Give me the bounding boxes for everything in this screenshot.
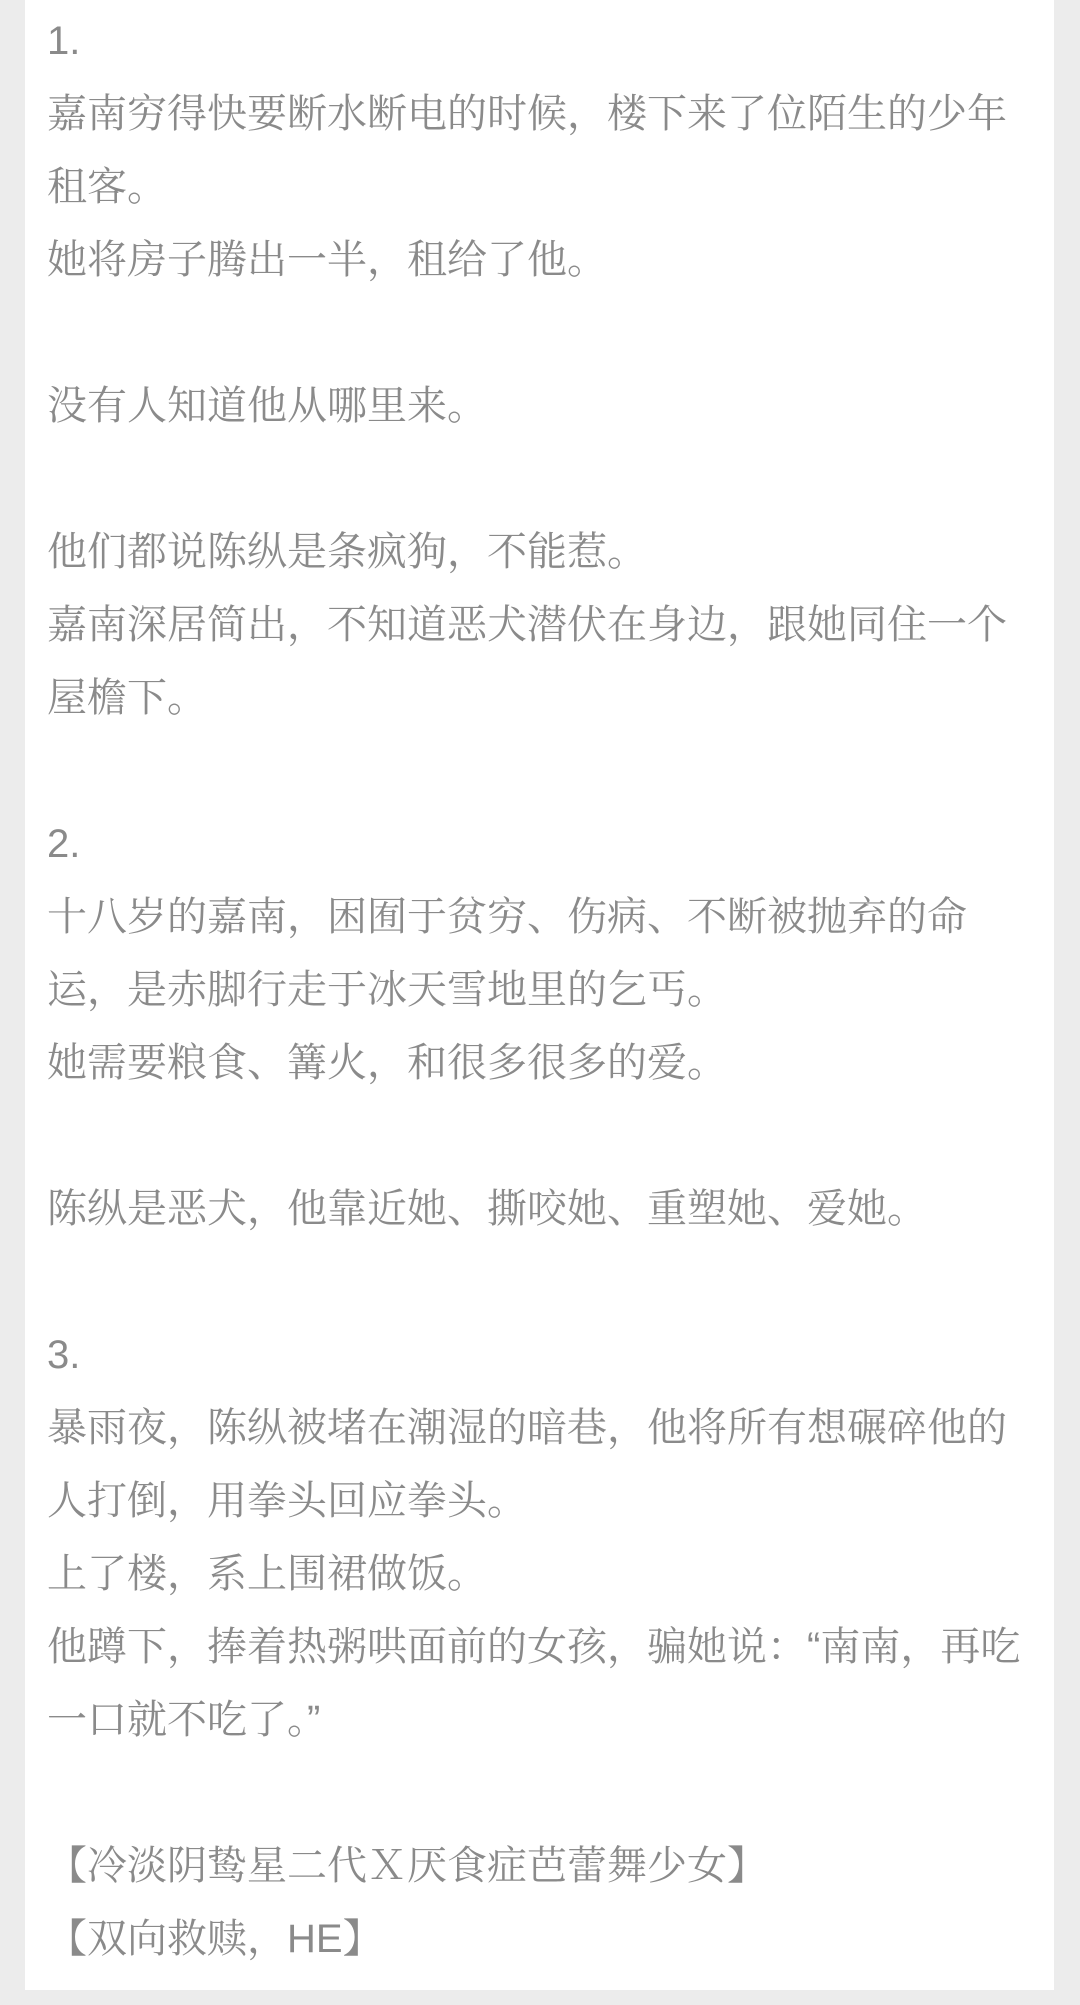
paragraph: 她将房子腾出一半，租给了他。 — [47, 238, 607, 282]
content-card — [25, 0, 1054, 1990]
paragraph: 【双向救赎，HE】 — [47, 1917, 383, 1961]
paragraph-spacer — [47, 1757, 1032, 1830]
paragraph: 嘉南深居简出，不知道恶犬潜伏在身边，跟她同住一个屋檐下。 — [47, 603, 1007, 720]
paragraph: 2. — [47, 822, 81, 866]
paragraph-spacer — [47, 297, 1032, 370]
paragraph: 他们都说陈纵是条疯狗，不能惹。 — [47, 530, 647, 574]
paragraph-spacer — [47, 735, 1032, 808]
paragraph: 上了楼，系上围裙做饭。 — [47, 1552, 487, 1596]
paragraph: 陈纵是恶犬，他靠近她、撕咬她、重塑她、爱她。 — [47, 1187, 927, 1231]
paragraph: 【冷淡阴鸷星二代Ｘ厌食症芭蕾舞少女】 — [47, 1844, 767, 1888]
paragraph: 十八岁的嘉南，困囿于贫穷、伤病、不断被抛弃的命运，是赤脚行走于冰天雪地里的乞丐。 — [47, 895, 967, 1012]
paragraph: 他蹲下，捧着热粥哄面前的女孩，骗她说：“南南，再吃一口就不吃了。” — [47, 1625, 1021, 1742]
paragraph: 没有人知道他从哪里来。 — [47, 384, 487, 428]
paragraph-spacer — [47, 1246, 1032, 1319]
paragraph: 1. — [47, 19, 81, 63]
paragraph: 她需要粮食、篝火，和很多很多的爱。 — [47, 1041, 727, 1085]
paragraph-spacer — [47, 443, 1032, 516]
paragraph-spacer — [47, 1100, 1032, 1173]
paragraph: 嘉南穷得快要断水断电的时候，楼下来了位陌生的少年租客。 — [47, 92, 1007, 209]
paragraph: 3. — [47, 1333, 81, 1377]
story-synopsis-text — [47, 5, 1032, 1976]
paragraph: 暴雨夜，陈纵被堵在潮湿的暗巷，他将所有想碾碎他的人打倒，用拳头回应拳头。 — [47, 1406, 1007, 1523]
